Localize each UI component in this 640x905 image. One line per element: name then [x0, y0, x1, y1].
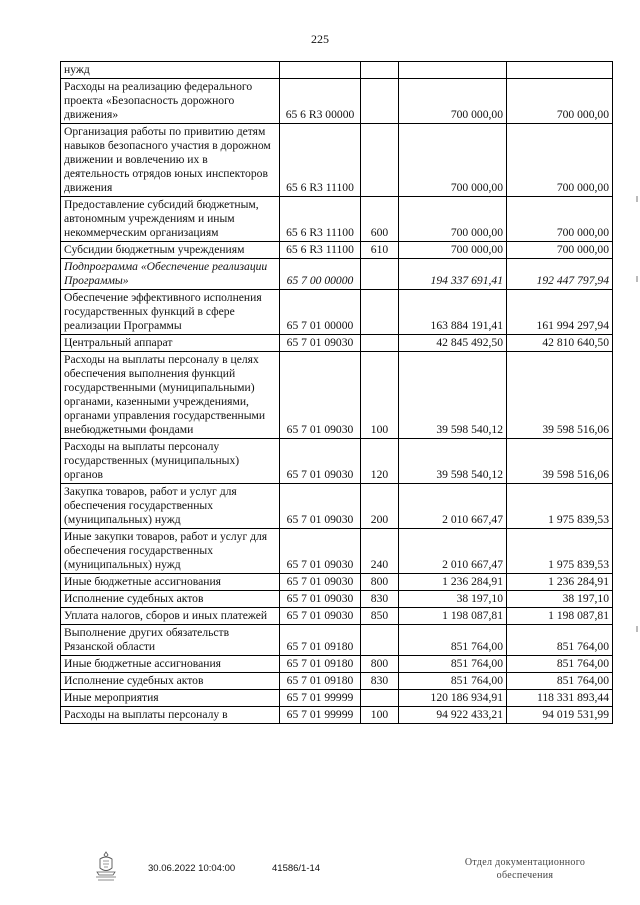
cell-amount-1: 2 010 667,47	[399, 484, 507, 529]
table-row	[61, 62, 613, 79]
cell-target-code: 65 7 01 09030	[280, 439, 361, 484]
cell-amount-1: 700 000,00	[399, 79, 507, 124]
cell-amount-2: 851 764,00	[507, 625, 613, 656]
cell-amount-2: 851 764,00	[507, 673, 613, 690]
cell-target-code: 65 7 01 09030	[280, 608, 361, 625]
cell-name: Центральный аппарат	[61, 335, 280, 352]
cell-target-code	[280, 62, 361, 79]
cell-target-code: 65 7 00 00000	[280, 259, 361, 290]
cell-amount-1: 42 845 492,50	[399, 335, 507, 352]
cell-amount-2	[507, 62, 613, 79]
cell-expense-type: 100	[361, 352, 399, 439]
cell-target-code: 65 6 R3 11100	[280, 197, 361, 242]
cell-amount-2: 39 598 516,06	[507, 439, 613, 484]
cell-name: Исполнение судебных актов	[61, 673, 280, 690]
cell-amount-1: 39 598 540,12	[399, 352, 507, 439]
cell-amount-1: 163 884 191,41	[399, 290, 507, 335]
cell-amount-2: 1 198 087,81	[507, 608, 613, 625]
cell-name: Исполнение судебных актов	[61, 591, 280, 608]
cell-target-code: 65 6 R3 00000	[280, 79, 361, 124]
table-row	[61, 484, 613, 529]
table-row	[61, 124, 613, 197]
cell-amount-1: 700 000,00	[399, 242, 507, 259]
department-line-1: Отдел документационного	[464, 857, 586, 868]
cell-amount-1: 700 000,00	[399, 197, 507, 242]
footer-doc-number: 41586/1-14	[272, 863, 321, 874]
footer-department-stamp	[430, 856, 620, 882]
budget-table	[60, 61, 613, 724]
cell-name: Расходы на выплаты персоналу в целях обеспечения выполнения функций государственными (муниципальными) органами, казенными учреждениями, органами управления государственными внебюджетными фондами	[61, 352, 280, 439]
cell-expense-type	[361, 335, 399, 352]
cell-amount-2: 94 019 531,99	[507, 707, 613, 724]
table-row	[61, 690, 613, 707]
cell-target-code: 65 7 01 09180	[280, 673, 361, 690]
cell-amount-1: 1 198 087,81	[399, 608, 507, 625]
cell-target-code: 65 7 01 09030	[280, 352, 361, 439]
table-row	[61, 673, 613, 690]
cell-expense-type	[361, 62, 399, 79]
cell-expense-type: 600	[361, 197, 399, 242]
table-row	[61, 625, 613, 656]
cell-target-code: 65 7 01 09180	[280, 656, 361, 673]
cell-name: Иные бюджетные ассигнования	[61, 574, 280, 591]
cell-amount-2: 700 000,00	[507, 79, 613, 124]
cell-expense-type: 610	[361, 242, 399, 259]
cell-amount-1: 94 922 433,21	[399, 707, 507, 724]
cell-name: Расходы на выплаты персоналу в	[61, 707, 280, 724]
document-footer	[0, 852, 640, 892]
cell-expense-type: 200	[361, 484, 399, 529]
cell-expense-type	[361, 259, 399, 290]
cell-name: Уплата налогов, сборов и иных платежей	[61, 608, 280, 625]
cell-expense-type: 830	[361, 673, 399, 690]
table-row	[61, 242, 613, 259]
cell-name: Организация работы по привитию детям навыков безопасного участия в дорожном движении и вовлечению их в деятельность отрядов юных инспекторов движения	[61, 124, 280, 197]
cell-amount-2: 192 447 797,94	[507, 259, 613, 290]
table-row	[61, 335, 613, 352]
cell-name: Расходы на реализацию федерального проекта «Безопасность дорожного движения»	[61, 79, 280, 124]
cell-target-code: 65 7 01 09030	[280, 335, 361, 352]
cell-name: Обеспечение эффективного исполнения государственных функций в сфере реализации Программы	[61, 290, 280, 335]
budget-table-body	[61, 62, 613, 724]
cell-amount-1: 851 764,00	[399, 625, 507, 656]
cell-name: Подпрограмма «Обеспечение реализации Программы»	[61, 259, 280, 290]
cell-name: Расходы на выплаты персоналу государственных (муниципальных) органов	[61, 439, 280, 484]
cell-name: Иные закупки товаров, работ и услуг для обеспечения государственных (муниципальных) нужд	[61, 529, 280, 574]
cell-amount-1: 851 764,00	[399, 673, 507, 690]
cell-expense-type	[361, 79, 399, 124]
cell-amount-1: 39 598 540,12	[399, 439, 507, 484]
cell-amount-2: 1 975 839,53	[507, 484, 613, 529]
scan-edge-mark	[636, 276, 638, 282]
table-row	[61, 79, 613, 124]
cell-amount-2: 42 810 640,50	[507, 335, 613, 352]
cell-name: Иные мероприятия	[61, 690, 280, 707]
cell-amount-1: 2 010 667,47	[399, 529, 507, 574]
cell-amount-2: 1 236 284,91	[507, 574, 613, 591]
cell-amount-2: 39 598 516,06	[507, 352, 613, 439]
cell-expense-type: 850	[361, 608, 399, 625]
cell-target-code: 65 7 01 09030	[280, 484, 361, 529]
cell-amount-1: 38 197,10	[399, 591, 507, 608]
cell-amount-2: 1 975 839,53	[507, 529, 613, 574]
cell-amount-1: 1 236 284,91	[399, 574, 507, 591]
cell-expense-type	[361, 625, 399, 656]
table-row	[61, 574, 613, 591]
cell-amount-1: 851 764,00	[399, 656, 507, 673]
cell-expense-type: 100	[361, 707, 399, 724]
table-row	[61, 290, 613, 335]
table-row	[61, 529, 613, 574]
scan-edge-mark	[636, 626, 638, 632]
cell-amount-1: 194 337 691,41	[399, 259, 507, 290]
cell-expense-type	[361, 124, 399, 197]
cell-expense-type: 800	[361, 574, 399, 591]
cell-amount-1: 120 186 934,91	[399, 690, 507, 707]
cell-target-code: 65 7 01 99999	[280, 690, 361, 707]
table-row	[61, 197, 613, 242]
coat-of-arms-icon	[92, 850, 120, 884]
cell-amount-2: 700 000,00	[507, 242, 613, 259]
cell-target-code: 65 7 01 09180	[280, 625, 361, 656]
cell-target-code: 65 7 01 09030	[280, 591, 361, 608]
cell-target-code: 65 7 01 99999	[280, 707, 361, 724]
cell-name: Выполнение других обязательств Рязанской области	[61, 625, 280, 656]
cell-target-code: 65 6 R3 11100	[280, 242, 361, 259]
cell-expense-type: 830	[361, 591, 399, 608]
table-row	[61, 656, 613, 673]
cell-amount-2: 700 000,00	[507, 197, 613, 242]
page-number: 225	[311, 32, 329, 46]
cell-expense-type: 240	[361, 529, 399, 574]
footer-datetime: 30.06.2022 10:04:00	[148, 863, 236, 874]
cell-name: Субсидии бюджетным учреждениям	[61, 242, 280, 259]
department-line-2: обеспечения	[496, 870, 554, 881]
cell-amount-2: 38 197,10	[507, 591, 613, 608]
cell-target-code: 65 7 01 09030	[280, 574, 361, 591]
cell-amount-2: 700 000,00	[507, 124, 613, 197]
cell-expense-type: 120	[361, 439, 399, 484]
cell-target-code: 65 6 R3 11100	[280, 124, 361, 197]
cell-amount-2: 118 331 893,44	[507, 690, 613, 707]
table-row	[61, 352, 613, 439]
cell-expense-type	[361, 290, 399, 335]
cell-amount-1: 700 000,00	[399, 124, 507, 197]
table-row	[61, 608, 613, 625]
cell-target-code: 65 7 01 09030	[280, 529, 361, 574]
cell-amount-2: 161 994 297,94	[507, 290, 613, 335]
table-row	[61, 439, 613, 484]
cell-expense-type: 800	[361, 656, 399, 673]
cell-name: Иные бюджетные ассигнования	[61, 656, 280, 673]
cell-name: Закупка товаров, работ и услуг для обеспечения государственных (муниципальных) нужд	[61, 484, 280, 529]
cell-amount-2: 851 764,00	[507, 656, 613, 673]
cell-name: Предоставление субсидий бюджетным, автономным учреждениям и иным некоммерческим организациям	[61, 197, 280, 242]
table-row	[61, 707, 613, 724]
cell-name: нужд	[61, 62, 280, 79]
cell-amount-1	[399, 62, 507, 79]
cell-expense-type	[361, 690, 399, 707]
scan-edge-mark	[636, 196, 638, 202]
table-row	[61, 259, 613, 290]
cell-target-code: 65 7 01 00000	[280, 290, 361, 335]
table-row	[61, 591, 613, 608]
